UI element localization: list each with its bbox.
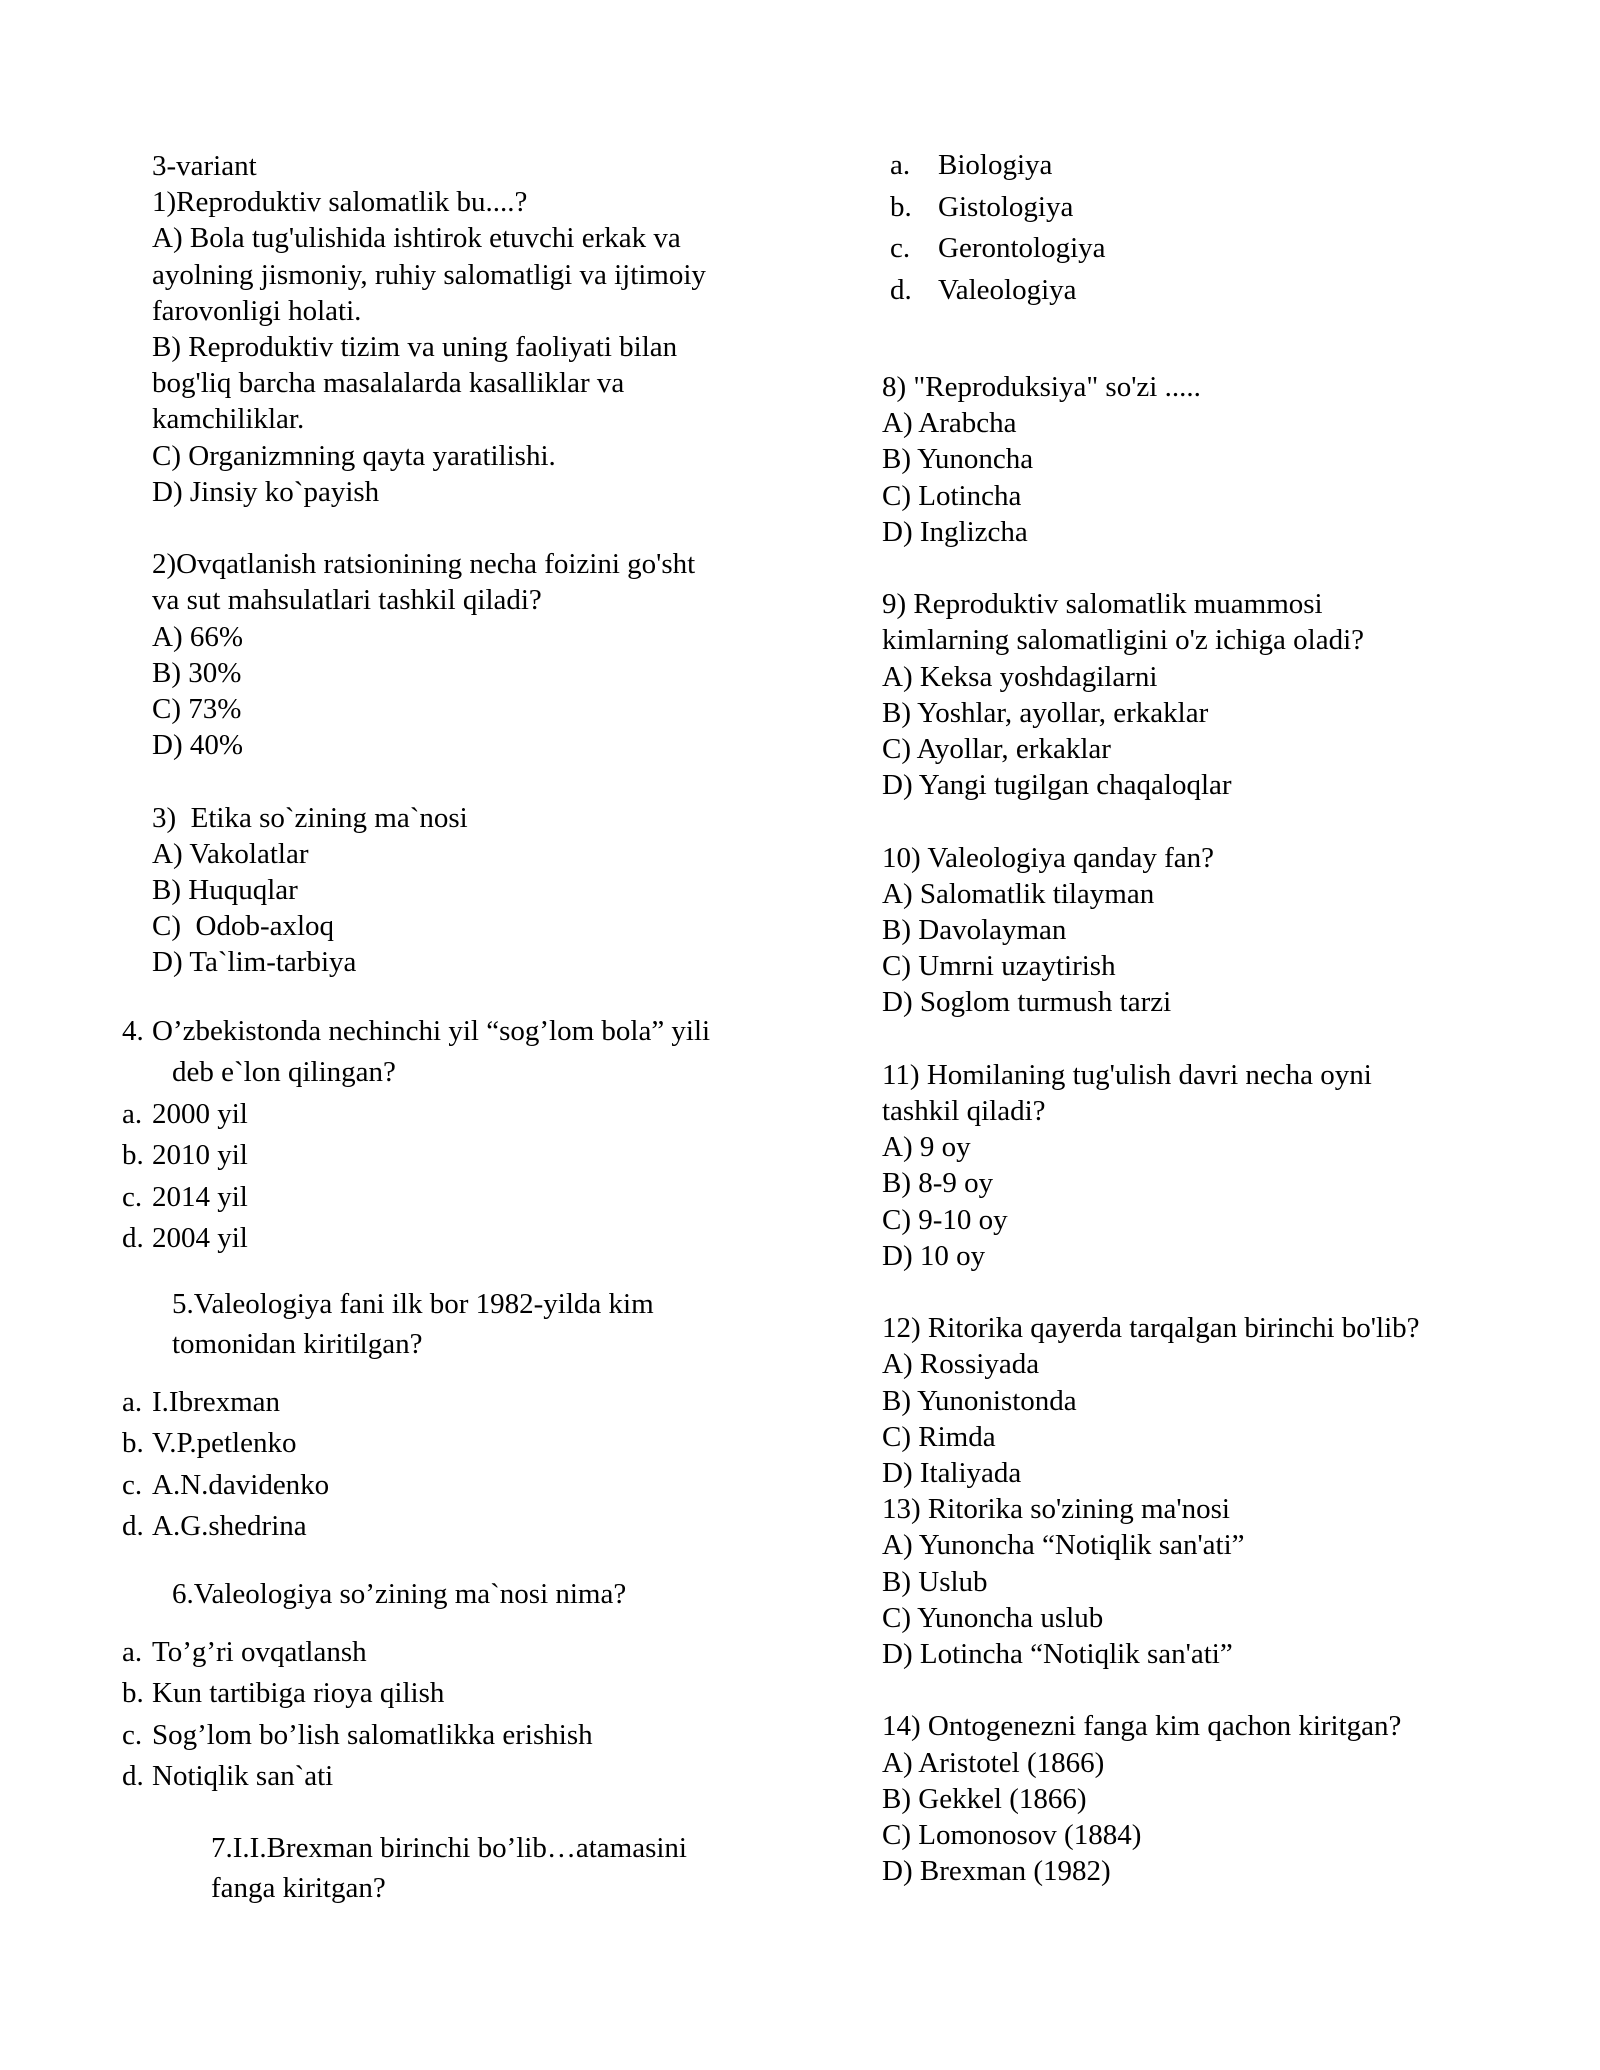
question-10	[882, 840, 1482, 1021]
answer-a: A) Salomatlik tilayman	[882, 877, 1155, 910]
question-title-cont: kimlarning salomatligini o'z ichiga oladi?	[882, 624, 1364, 657]
answer-a: A) Bola tug'ulishida ishtirok etuvchi erkak va	[152, 222, 681, 255]
question-1	[152, 184, 802, 510]
answer-c: C) 9-10 oy	[882, 1203, 1008, 1236]
answer-d: D) Soglom turmush tarzi	[882, 986, 1172, 1019]
answer-d: D) Ta`lim-tarbiya	[152, 946, 357, 979]
answer-d: D) Inglizcha	[882, 515, 1028, 548]
answer-option: b. Kun tartibiga rioya qilish	[122, 1677, 445, 1710]
answer-option: c. Sog’lom bo’lish salomatlikka erishish	[122, 1718, 593, 1751]
question-title: 11) Homilaning tug'ulish davri necha oyni	[882, 1058, 1372, 1091]
answer-option: c. Gerontologiya	[890, 232, 1106, 264]
answer-option: b. 2010 yil	[122, 1139, 248, 1172]
question-title-cont: tomonidan kiritilgan?	[172, 1327, 423, 1360]
question-2	[152, 546, 802, 763]
answer-b: B) 8-9 oy	[882, 1167, 994, 1200]
answer-a: A) 66%	[152, 620, 244, 653]
answer-b: B) Huquqlar	[152, 874, 298, 907]
answer-b: B) Gekkel (1866)	[882, 1782, 1087, 1815]
question-7	[152, 1828, 802, 1908]
question-7-answer-list	[882, 145, 1482, 311]
question-title-cont: va sut mahsulatlari tashkil qiladi?	[152, 584, 542, 617]
question-title: 13) Ritorika so'zining ma'nosi	[882, 1493, 1230, 1526]
answer-b: B) Yoshlar, ayollar, erkaklar	[882, 696, 1209, 729]
answer-d: D) Yangi tugilgan chaqaloqlar	[882, 769, 1232, 802]
answer-list	[122, 1382, 802, 1548]
answer-option: a. To’g’ri ovqatlansh	[122, 1635, 367, 1668]
answer-a: A) Rossiyada	[882, 1348, 1040, 1381]
answer-option: a. I.Ibrexman	[122, 1385, 281, 1418]
answer-c: C) Ayollar, erkaklar	[882, 733, 1111, 766]
answer-a: A) 9 oy	[882, 1131, 971, 1164]
question-title: 14) Ontogenezni fanga kim qachon kiritgan?	[882, 1710, 1402, 1743]
question-title-cont: tashkil qiladi?	[882, 1095, 1046, 1128]
question-3	[152, 800, 802, 981]
question-title: 10) Valeologiya qanday fan?	[882, 841, 1215, 874]
question-title: 1)Reproduktiv salomatlik bu....?	[152, 186, 528, 219]
question-title: 9) Reproduktiv salomatlik muammosi	[882, 588, 1323, 621]
answer-d: D) 40%	[152, 729, 244, 762]
question-title: 7.I.I.Brexman birinchi bo’lib…atamasini	[211, 1831, 687, 1864]
answer-a-cont: farovonligi holati.	[152, 294, 362, 327]
answer-c: C) Umrni uzaytirish	[882, 950, 1116, 983]
answer-option: c. A.N.davidenko	[122, 1468, 330, 1501]
answer-d: D) Jinsiy ko`payish	[152, 475, 380, 508]
answer-c: C) Yunoncha uslub	[882, 1601, 1104, 1634]
question-5	[122, 1284, 802, 1548]
answer-a-cont: ayolning jismoniy, ruhiy salomatligi va ijtimoiy	[152, 258, 706, 291]
question-title: 8) "Reproduksiya" so'zi .....	[882, 371, 1201, 403]
answer-a: A) Aristotel (1866)	[882, 1746, 1105, 1779]
answer-a: A) Yunoncha “Notiqlik san'ati”	[882, 1529, 1245, 1562]
answer-option: d. A.G.shedrina	[122, 1510, 307, 1543]
answer-option: d. Notiqlik san`ati	[122, 1760, 334, 1793]
answer-d: D) 10 oy	[882, 1239, 986, 1272]
answer-list	[122, 1094, 802, 1260]
left-column	[122, 148, 802, 1908]
question-13	[882, 1491, 1482, 1672]
question-title: 6.Valeologiya so’zining ma`nosi nima?	[172, 1577, 627, 1610]
answer-c: C) Lomonosov (1884)	[882, 1819, 1142, 1852]
answer-a: A) Keksa yoshdagilarni	[882, 660, 1158, 693]
answer-option: c. 2014 yil	[122, 1180, 248, 1213]
answer-option: d. Valeologiya	[890, 273, 1077, 306]
answer-a: A) Vakolatlar	[152, 837, 309, 870]
answer-c: C) Lotincha	[882, 479, 1022, 512]
answer-c: C) 73%	[152, 693, 242, 726]
question-9	[882, 586, 1482, 803]
answer-a: A) Arabcha	[882, 407, 1017, 440]
question-4	[122, 1011, 802, 1260]
answer-option: a. 2000 yil	[122, 1097, 248, 1130]
answer-option: b. V.P.petlenko	[122, 1427, 297, 1460]
question-title: 3) Etika so`zining ma`nosi	[152, 801, 468, 834]
answer-b: B) Yunoncha	[882, 443, 1034, 476]
answer-b: B) 30%	[152, 656, 242, 689]
question-title: O’zbekistonda nechinchi yil “sog’lom bola” yili	[152, 1014, 711, 1047]
answer-b: B) Uslub	[882, 1565, 988, 1598]
answer-b: B) Davolayman	[882, 914, 1067, 947]
question-title-cont: fanga kiritgan?	[211, 1871, 386, 1904]
answer-option: a. Biologiya	[890, 149, 1053, 181]
answer-option: d. 2004 yil	[122, 1222, 248, 1255]
right-column	[882, 145, 1482, 1889]
answer-c: C) Rimda	[882, 1420, 996, 1453]
answer-c: C) Odob-axloq	[152, 910, 335, 943]
question-8	[882, 369, 1482, 550]
answer-b-cont: kamchiliklar.	[152, 403, 305, 436]
variant-title: 3-variant	[152, 150, 257, 182]
question-12	[882, 1310, 1482, 1491]
question-title-cont: deb e`lon qilingan?	[172, 1056, 396, 1089]
question-title: 5.Valeologiya fani ilk bor 1982-yilda kim	[172, 1287, 654, 1320]
answer-d: D) Lotincha “Notiqlik san'ati”	[882, 1638, 1233, 1671]
question-11	[882, 1057, 1482, 1274]
answer-c: C) Organizmning qayta yaratilishi.	[152, 439, 556, 472]
answer-d: D) Brexman (1982)	[882, 1855, 1111, 1888]
answer-option: b. Gistologiya	[890, 190, 1074, 223]
answer-b-cont: bog'liq barcha masalalarda kasalliklar va	[152, 367, 625, 400]
question-number: 4.	[122, 1014, 144, 1047]
answer-d: D) Italiyada	[882, 1457, 1022, 1490]
question-6	[122, 1574, 802, 1798]
answer-b: B) Reproduktiv tizim va uning faoliyati bilan	[152, 331, 678, 364]
answer-b: B) Yunonistonda	[882, 1384, 1077, 1417]
question-14	[882, 1708, 1482, 1889]
question-title: 2)Ovqatlanish ratsionining necha foizini go'sht	[152, 548, 696, 581]
answer-list	[122, 1632, 802, 1798]
question-title: 12) Ritorika qayerda tarqalgan birinchi bo'lib?	[882, 1312, 1420, 1345]
